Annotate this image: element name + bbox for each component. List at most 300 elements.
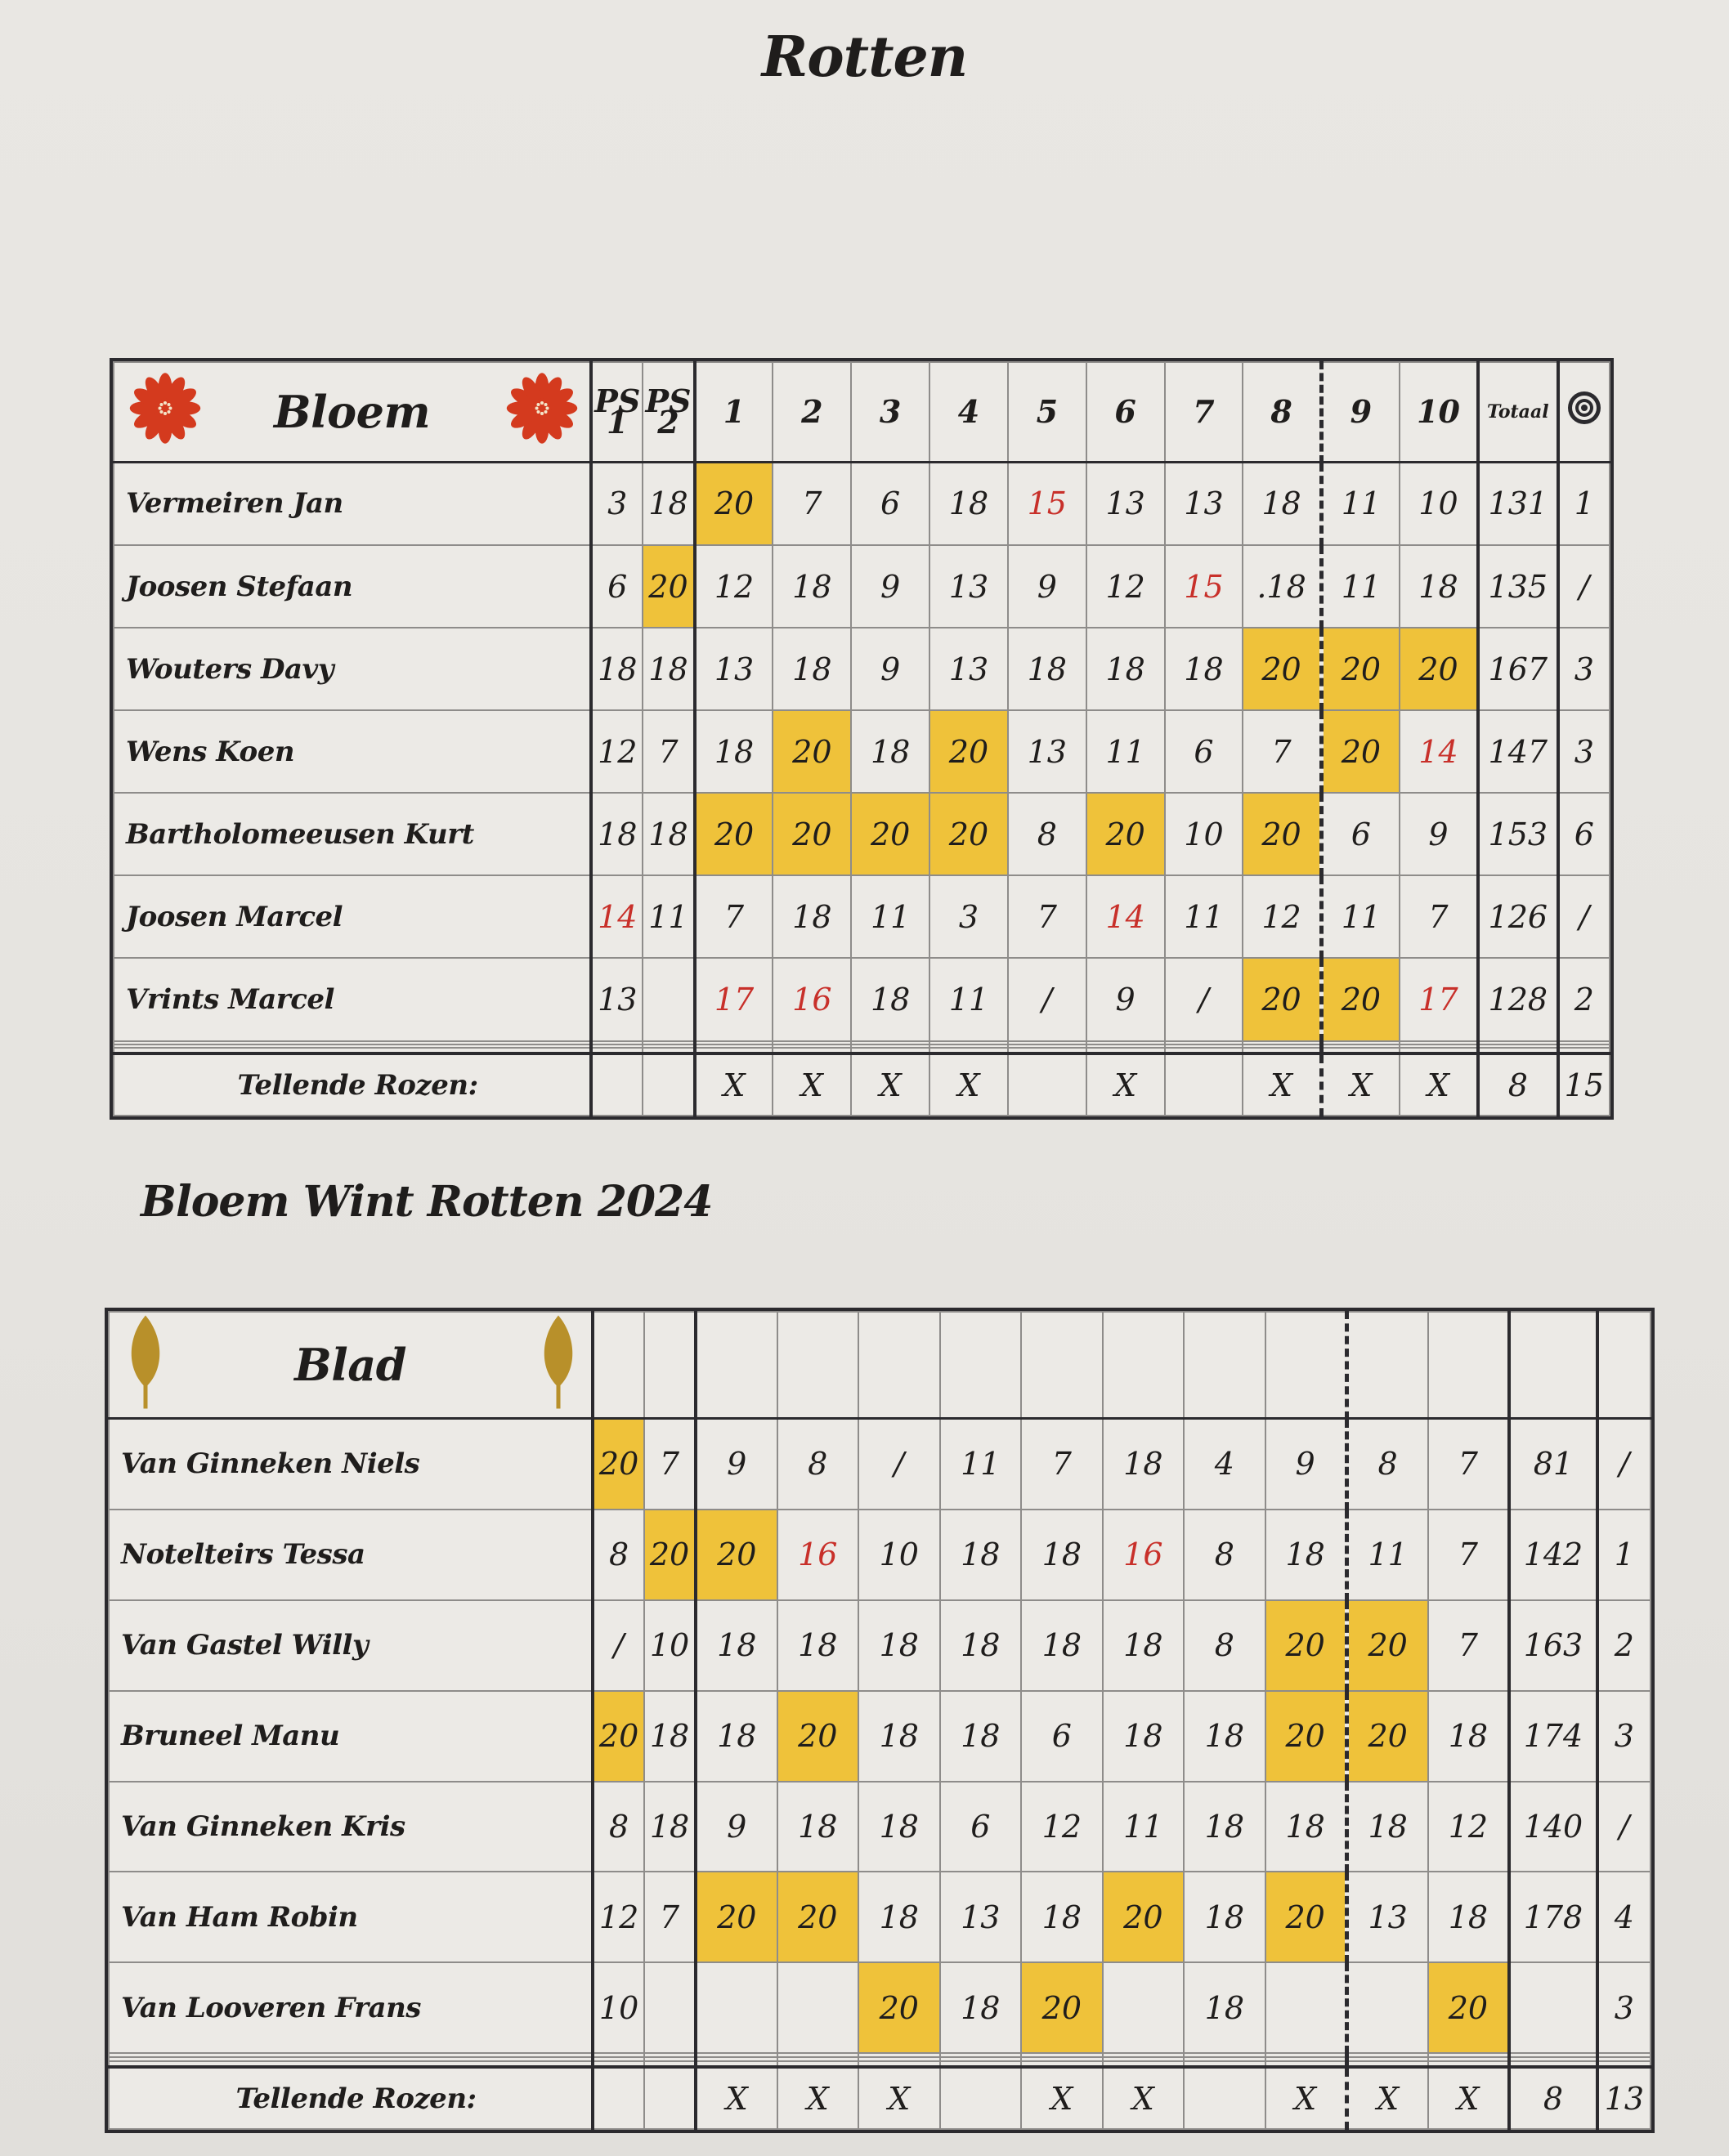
- end-8-score: 20: [1265, 1600, 1347, 1691]
- roses-count: /: [1597, 1418, 1651, 1510]
- player-name: Van Gastel Willy: [109, 1600, 593, 1691]
- counting-mark: X: [1265, 2067, 1347, 2129]
- end-9-score: 13: [1346, 1872, 1428, 1962]
- header-total: [1509, 1312, 1597, 1418]
- end-7-score: 10: [1165, 793, 1243, 875]
- counting-mark: X: [773, 1053, 851, 1116]
- end-8-score: 20: [1243, 958, 1321, 1040]
- ps2-score: 7: [644, 1872, 696, 1962]
- end-7-score: 18: [1184, 1782, 1265, 1872]
- ps1-score: 6: [591, 545, 643, 628]
- end-3-score: 20: [851, 793, 929, 875]
- score-cell: [929, 1048, 1008, 1053]
- flower-icon: [128, 370, 203, 453]
- end-8-score: 12: [1243, 875, 1321, 958]
- end-2-score: 18: [773, 628, 851, 710]
- end-7-score: 11: [1165, 875, 1243, 958]
- counting-mark: [1165, 1053, 1243, 1116]
- header-end-9: [1346, 1312, 1428, 1418]
- player-row: [114, 793, 1610, 875]
- empty-row: [109, 2061, 1651, 2067]
- ps2-score: 11: [643, 875, 694, 958]
- player-row: [114, 958, 1610, 1040]
- end-5-score: 8: [1008, 793, 1086, 875]
- end-7-score: /: [1165, 958, 1243, 1040]
- end-1-score: 20: [696, 1510, 777, 1600]
- end-8-score: 7: [1243, 710, 1321, 793]
- score-cell: [695, 1048, 773, 1053]
- end-9-score: 20: [1346, 1600, 1428, 1691]
- end-6-score: 20: [1086, 793, 1165, 875]
- end-3-score: 18: [851, 710, 929, 793]
- end-8-score: 18: [1243, 462, 1321, 545]
- header-ps2: PS 2: [643, 362, 694, 462]
- scoresheet-bloem: [110, 358, 1614, 1120]
- counting-mark: X: [1243, 1053, 1321, 1116]
- team-header: [109, 1312, 593, 1418]
- end-4-score: 18: [940, 1510, 1022, 1600]
- footer-total: 8: [1509, 2067, 1597, 2129]
- end-8-score: 9: [1265, 1418, 1347, 1510]
- header-end-3: 3: [851, 362, 929, 462]
- total-score: [1478, 1048, 1558, 1053]
- roses-count: 3: [1558, 710, 1610, 793]
- counting-mark: X: [1321, 1053, 1400, 1116]
- footer-ps2: [643, 1053, 694, 1116]
- roses-count: /: [1597, 1782, 1651, 1872]
- player-row: [114, 710, 1610, 793]
- end-4-score: 18: [940, 1600, 1022, 1691]
- total-score: 140: [1509, 1782, 1597, 1872]
- end-6-score: 14: [1086, 875, 1165, 958]
- end-3-score: /: [858, 1418, 940, 1510]
- total-score: 174: [1509, 1691, 1597, 1782]
- score-cell: [1400, 1048, 1478, 1053]
- counting-mark: X: [929, 1053, 1008, 1116]
- end-6-score: 18: [1086, 628, 1165, 710]
- counting-mark: X: [858, 2067, 940, 2129]
- footer-label: Tellende Rozen:: [114, 1053, 591, 1116]
- end-9-score: 11: [1321, 545, 1400, 628]
- end-7-score: 18: [1165, 628, 1243, 710]
- end-6-score: 16: [1103, 1510, 1185, 1600]
- counting-mark: [1184, 2067, 1265, 2129]
- total-score: 126: [1478, 875, 1558, 958]
- footer-row: [109, 2067, 1651, 2129]
- end-4-score: 20: [929, 710, 1008, 793]
- player-name: Joosen Marcel: [114, 875, 591, 958]
- player-name: Bruneel Manu: [109, 1691, 593, 1782]
- score-cell: [1008, 1048, 1086, 1053]
- counting-mark: X: [851, 1053, 929, 1116]
- player-name: Wens Koen: [114, 710, 591, 793]
- end-7-score: 18: [1184, 1872, 1265, 1962]
- player-name: Vrints Marcel: [114, 958, 591, 1040]
- header-end-9: 9: [1321, 362, 1400, 462]
- roses-count: 3: [1597, 1691, 1651, 1782]
- end-1-score: 20: [695, 462, 773, 545]
- player-name: Bartholomeeusen Kurt: [114, 793, 591, 875]
- end-10-score: 20: [1428, 1962, 1510, 2053]
- end-9-score: 11: [1321, 462, 1400, 545]
- roses-count: 1: [1558, 462, 1610, 545]
- end-1-score: 20: [696, 1872, 777, 1962]
- ps1-score: 13: [591, 958, 643, 1040]
- end-1-score: 9: [696, 1782, 777, 1872]
- end-10-score: 18: [1428, 1872, 1510, 1962]
- end-2-score: 18: [777, 1782, 859, 1872]
- header-end-4: 4: [929, 362, 1008, 462]
- end-6-score: 11: [1103, 1782, 1185, 1872]
- end-10-score: 17: [1400, 958, 1478, 1040]
- ps2-score: 7: [643, 710, 694, 793]
- target-icon: [1566, 398, 1603, 434]
- team-name: Bloem: [274, 385, 431, 438]
- ps1-score: /: [593, 1600, 644, 1691]
- counting-mark: X: [1086, 1053, 1165, 1116]
- score-cell: [593, 2061, 644, 2067]
- header-end-2: [777, 1312, 859, 1418]
- end-10-score: 7: [1428, 1418, 1510, 1510]
- end-5-score: 13: [1008, 710, 1086, 793]
- score-cell: [1265, 2061, 1347, 2067]
- flower-icon: [504, 370, 580, 453]
- end-3-score: 18: [851, 958, 929, 1040]
- end-1-score: 12: [695, 545, 773, 628]
- header-end-1: 1: [695, 362, 773, 462]
- end-9-score: 20: [1346, 1691, 1428, 1782]
- score-cell: [1021, 2061, 1103, 2067]
- end-10-score: 7: [1428, 1510, 1510, 1600]
- footer-roses: 15: [1558, 1053, 1610, 1116]
- footer-label: Tellende Rozen:: [109, 2067, 593, 2129]
- header-end-8: [1265, 1312, 1347, 1418]
- score-cell: [696, 2061, 777, 2067]
- footer-ps2: [644, 2067, 696, 2129]
- end-6-score: 13: [1086, 462, 1165, 545]
- ps2-score: 18: [644, 1782, 696, 1872]
- end-9-score: 8: [1346, 1418, 1428, 1510]
- end-5-score: 18: [1008, 628, 1086, 710]
- score-cell: [1321, 1048, 1400, 1053]
- end-2-score: 20: [777, 1691, 859, 1782]
- end-7-score: 4: [1184, 1418, 1265, 1510]
- end-2-score: 7: [773, 462, 851, 545]
- total-score: 142: [1509, 1510, 1597, 1600]
- ps1-score: 18: [591, 628, 643, 710]
- end-2-score: 18: [773, 875, 851, 958]
- roses-count: 6: [1558, 793, 1610, 875]
- end-7-score: 6: [1165, 710, 1243, 793]
- ps2-score: 10: [644, 1600, 696, 1691]
- end-4-score: 13: [929, 628, 1008, 710]
- player-name: Joosen Stefaan: [114, 545, 591, 628]
- end-5-score: 20: [1021, 1962, 1103, 2053]
- end-2-score: 20: [777, 1872, 859, 1962]
- footer-ps1: [593, 2067, 644, 2129]
- roses-count: 3: [1558, 628, 1610, 710]
- counting-mark: X: [1021, 2067, 1103, 2129]
- end-6-score: 9: [1086, 958, 1165, 1040]
- end-9-score: 20: [1321, 710, 1400, 793]
- end-3-score: 10: [858, 1510, 940, 1600]
- total-score: 131: [1478, 462, 1558, 545]
- end-1-score: 9: [696, 1418, 777, 1510]
- end-8-score: 20: [1265, 1691, 1347, 1782]
- end-8-score: .18: [1243, 545, 1321, 628]
- end-5-score: 18: [1021, 1510, 1103, 1600]
- player-name: Van Ginneken Niels: [109, 1418, 593, 1510]
- score-cell: [773, 1048, 851, 1053]
- header-ps1: PS 1: [591, 362, 643, 462]
- end-3-score: 6: [851, 462, 929, 545]
- total-score: [1509, 1962, 1597, 2053]
- end-6-score: 18: [1103, 1600, 1185, 1691]
- end-4-score: 18: [940, 1962, 1022, 2053]
- end-2-score: 18: [777, 1600, 859, 1691]
- player-name: Van Ham Robin: [109, 1872, 593, 1962]
- end-5-score: 18: [1021, 1600, 1103, 1691]
- roses-count: [1558, 1048, 1610, 1053]
- end-7-score: 8: [1184, 1600, 1265, 1691]
- team-name: Blad: [294, 1338, 406, 1391]
- end-3-score: 18: [858, 1691, 940, 1782]
- roses-count: 2: [1558, 958, 1610, 1040]
- end-1-score: 17: [695, 958, 773, 1040]
- end-4-score: 18: [929, 462, 1008, 545]
- header-end-2: 2: [773, 362, 851, 462]
- total-score: 135: [1478, 545, 1558, 628]
- roses-count: /: [1558, 875, 1610, 958]
- roses-count: 3: [1597, 1962, 1651, 2053]
- ps1-score: 20: [593, 1418, 644, 1510]
- end-1-score: 18: [695, 710, 773, 793]
- end-10-score: 20: [1400, 628, 1478, 710]
- ps2-score: 20: [644, 1510, 696, 1600]
- roses-count: /: [1558, 545, 1610, 628]
- ps2-score: 18: [644, 1691, 696, 1782]
- end-10-score: 7: [1400, 875, 1478, 958]
- end-3-score: 20: [858, 1962, 940, 2053]
- roses-count: [1597, 2061, 1651, 2067]
- player-row: [114, 462, 1610, 545]
- end-5-score: 7: [1008, 875, 1086, 958]
- end-7-score: 8: [1184, 1510, 1265, 1600]
- end-7-score: 15: [1165, 545, 1243, 628]
- ps1-score: 8: [593, 1510, 644, 1600]
- end-10-score: 18: [1428, 1691, 1510, 1782]
- end-9-score: [1346, 1962, 1428, 2053]
- header-end-5: [1021, 1312, 1103, 1418]
- end-4-score: 13: [929, 545, 1008, 628]
- counting-mark: X: [777, 2067, 859, 2129]
- total-score: 167: [1478, 628, 1558, 710]
- end-8-score: 20: [1243, 628, 1321, 710]
- ps2-score: 18: [643, 628, 694, 710]
- end-5-score: 15: [1008, 462, 1086, 545]
- scoresheet-blad: [105, 1308, 1655, 2133]
- end-9-score: 11: [1346, 1510, 1428, 1600]
- leaf-icon: [123, 1312, 168, 1417]
- ps1-score: 10: [593, 1962, 644, 2053]
- end-2-score: [777, 1962, 859, 2053]
- score-cell: [1103, 2061, 1185, 2067]
- header-end-10: [1428, 1312, 1510, 1418]
- header-ps2: [644, 1312, 696, 1418]
- end-3-score: 11: [851, 875, 929, 958]
- player-name: Wouters Davy: [114, 628, 591, 710]
- end-8-score: 18: [1265, 1782, 1347, 1872]
- total-score: 163: [1509, 1600, 1597, 1691]
- score-cell: [591, 1048, 643, 1053]
- end-1-score: 13: [695, 628, 773, 710]
- header-end-10: 10: [1400, 362, 1478, 462]
- header-end-8: 8: [1243, 362, 1321, 462]
- header-roses: [1558, 362, 1610, 462]
- total-score: 81: [1509, 1418, 1597, 1510]
- end-10-score: 10: [1400, 462, 1478, 545]
- player-row: [109, 1600, 1651, 1691]
- player-name: Van Looveren Frans: [109, 1962, 593, 2053]
- end-3-score: 18: [858, 1782, 940, 1872]
- ps1-score: 20: [593, 1691, 644, 1782]
- end-9-score: 20: [1321, 628, 1400, 710]
- end-2-score: 8: [777, 1418, 859, 1510]
- header-end-7: 7: [1165, 362, 1243, 462]
- roses-count: 1: [1597, 1510, 1651, 1600]
- end-10-score: 18: [1400, 545, 1478, 628]
- counting-mark: X: [1428, 2067, 1510, 2129]
- total-score: 128: [1478, 958, 1558, 1040]
- end-5-score: 6: [1021, 1691, 1103, 1782]
- end-1-score: 18: [696, 1600, 777, 1691]
- score-cell: [1428, 2061, 1510, 2067]
- player-row: [109, 1962, 1651, 2053]
- end-3-score: 9: [851, 545, 929, 628]
- score-cell: [858, 2061, 940, 2067]
- player-row: [109, 1691, 1651, 1782]
- end-6-score: [1103, 1962, 1185, 2053]
- player-row: [109, 1782, 1651, 1872]
- end-8-score: 20: [1243, 793, 1321, 875]
- counting-mark: [1008, 1053, 1086, 1116]
- footer-roses: 13: [1597, 2067, 1651, 2129]
- footer-ps1: [591, 1053, 643, 1116]
- end-6-score: 20: [1103, 1872, 1185, 1962]
- score-cell: [1086, 1048, 1165, 1053]
- roses-count: 2: [1597, 1600, 1651, 1691]
- end-4-score: 11: [929, 958, 1008, 1040]
- page-title: Rotten: [761, 25, 968, 90]
- end-10-score: 9: [1400, 793, 1478, 875]
- end-4-score: 3: [929, 875, 1008, 958]
- ps1-score: 14: [591, 875, 643, 958]
- player-name: [114, 1048, 591, 1053]
- counting-mark: X: [1400, 1053, 1478, 1116]
- end-8-score: 18: [1265, 1510, 1347, 1600]
- ps1-score: 18: [591, 793, 643, 875]
- counting-mark: [940, 2067, 1022, 2129]
- end-4-score: 11: [940, 1418, 1022, 1510]
- end-3-score: 18: [858, 1872, 940, 1962]
- end-5-score: 12: [1021, 1782, 1103, 1872]
- end-3-score: 18: [858, 1600, 940, 1691]
- ps1-score: 12: [593, 1872, 644, 1962]
- roses-count: 4: [1597, 1872, 1651, 1962]
- ps2-score: 7: [644, 1418, 696, 1510]
- empty-row: [114, 1048, 1610, 1053]
- player-row: [109, 1418, 1651, 1510]
- end-6-score: 12: [1086, 545, 1165, 628]
- end-7-score: 18: [1184, 1691, 1265, 1782]
- score-cell: [851, 1048, 929, 1053]
- total-score: 147: [1478, 710, 1558, 793]
- header-end-4: [940, 1312, 1022, 1418]
- end-4-score: 13: [940, 1872, 1022, 1962]
- player-name: Vermeiren Jan: [114, 462, 591, 545]
- end-5-score: 18: [1021, 1872, 1103, 1962]
- end-10-score: 12: [1428, 1782, 1510, 1872]
- end-1-score: 20: [695, 793, 773, 875]
- end-6-score: 11: [1086, 710, 1165, 793]
- ps1-score: 12: [591, 710, 643, 793]
- counting-mark: X: [695, 1053, 773, 1116]
- player-name: Notelteirs Tessa: [109, 1510, 593, 1600]
- counting-mark: X: [1346, 2067, 1428, 2129]
- end-8-score: [1265, 1962, 1347, 2053]
- ps2-score: 18: [643, 793, 694, 875]
- header-end-5: 5: [1008, 362, 1086, 462]
- end-5-score: 9: [1008, 545, 1086, 628]
- ps2-score: [644, 1962, 696, 2053]
- total-score: 153: [1478, 793, 1558, 875]
- end-10-score: 7: [1428, 1600, 1510, 1691]
- end-9-score: 20: [1321, 958, 1400, 1040]
- counting-mark: X: [696, 2067, 777, 2129]
- end-2-score: 20: [773, 793, 851, 875]
- score-cell: [1243, 1048, 1321, 1053]
- header-end-7: [1184, 1312, 1265, 1418]
- end-5-score: 7: [1021, 1418, 1103, 1510]
- end-6-score: 18: [1103, 1691, 1185, 1782]
- end-1-score: 18: [696, 1691, 777, 1782]
- end-9-score: 6: [1321, 793, 1400, 875]
- header-end-1: [696, 1312, 777, 1418]
- end-8-score: 20: [1265, 1872, 1347, 1962]
- end-2-score: 18: [773, 545, 851, 628]
- end-4-score: 6: [940, 1782, 1022, 1872]
- score-cell: [644, 2061, 696, 2067]
- score-cell: [1165, 1048, 1243, 1053]
- header-ps1: [593, 1312, 644, 1418]
- player-row: [114, 875, 1610, 958]
- end-4-score: 20: [929, 793, 1008, 875]
- ps2-score: 18: [643, 462, 694, 545]
- header-end-6: [1103, 1312, 1185, 1418]
- end-2-score: 16: [777, 1510, 859, 1600]
- header-end-3: [858, 1312, 940, 1418]
- header-total: Totaal: [1478, 362, 1558, 462]
- total-score: 178: [1509, 1872, 1597, 1962]
- end-4-score: 18: [940, 1691, 1022, 1782]
- end-9-score: 18: [1346, 1782, 1428, 1872]
- player-name: Van Ginneken Kris: [109, 1782, 593, 1872]
- ps1-score: 8: [593, 1782, 644, 1872]
- score-cell: [1184, 2061, 1265, 2067]
- end-7-score: 18: [1184, 1962, 1265, 2053]
- leaf-icon: [535, 1312, 581, 1417]
- end-6-score: 18: [1103, 1418, 1185, 1510]
